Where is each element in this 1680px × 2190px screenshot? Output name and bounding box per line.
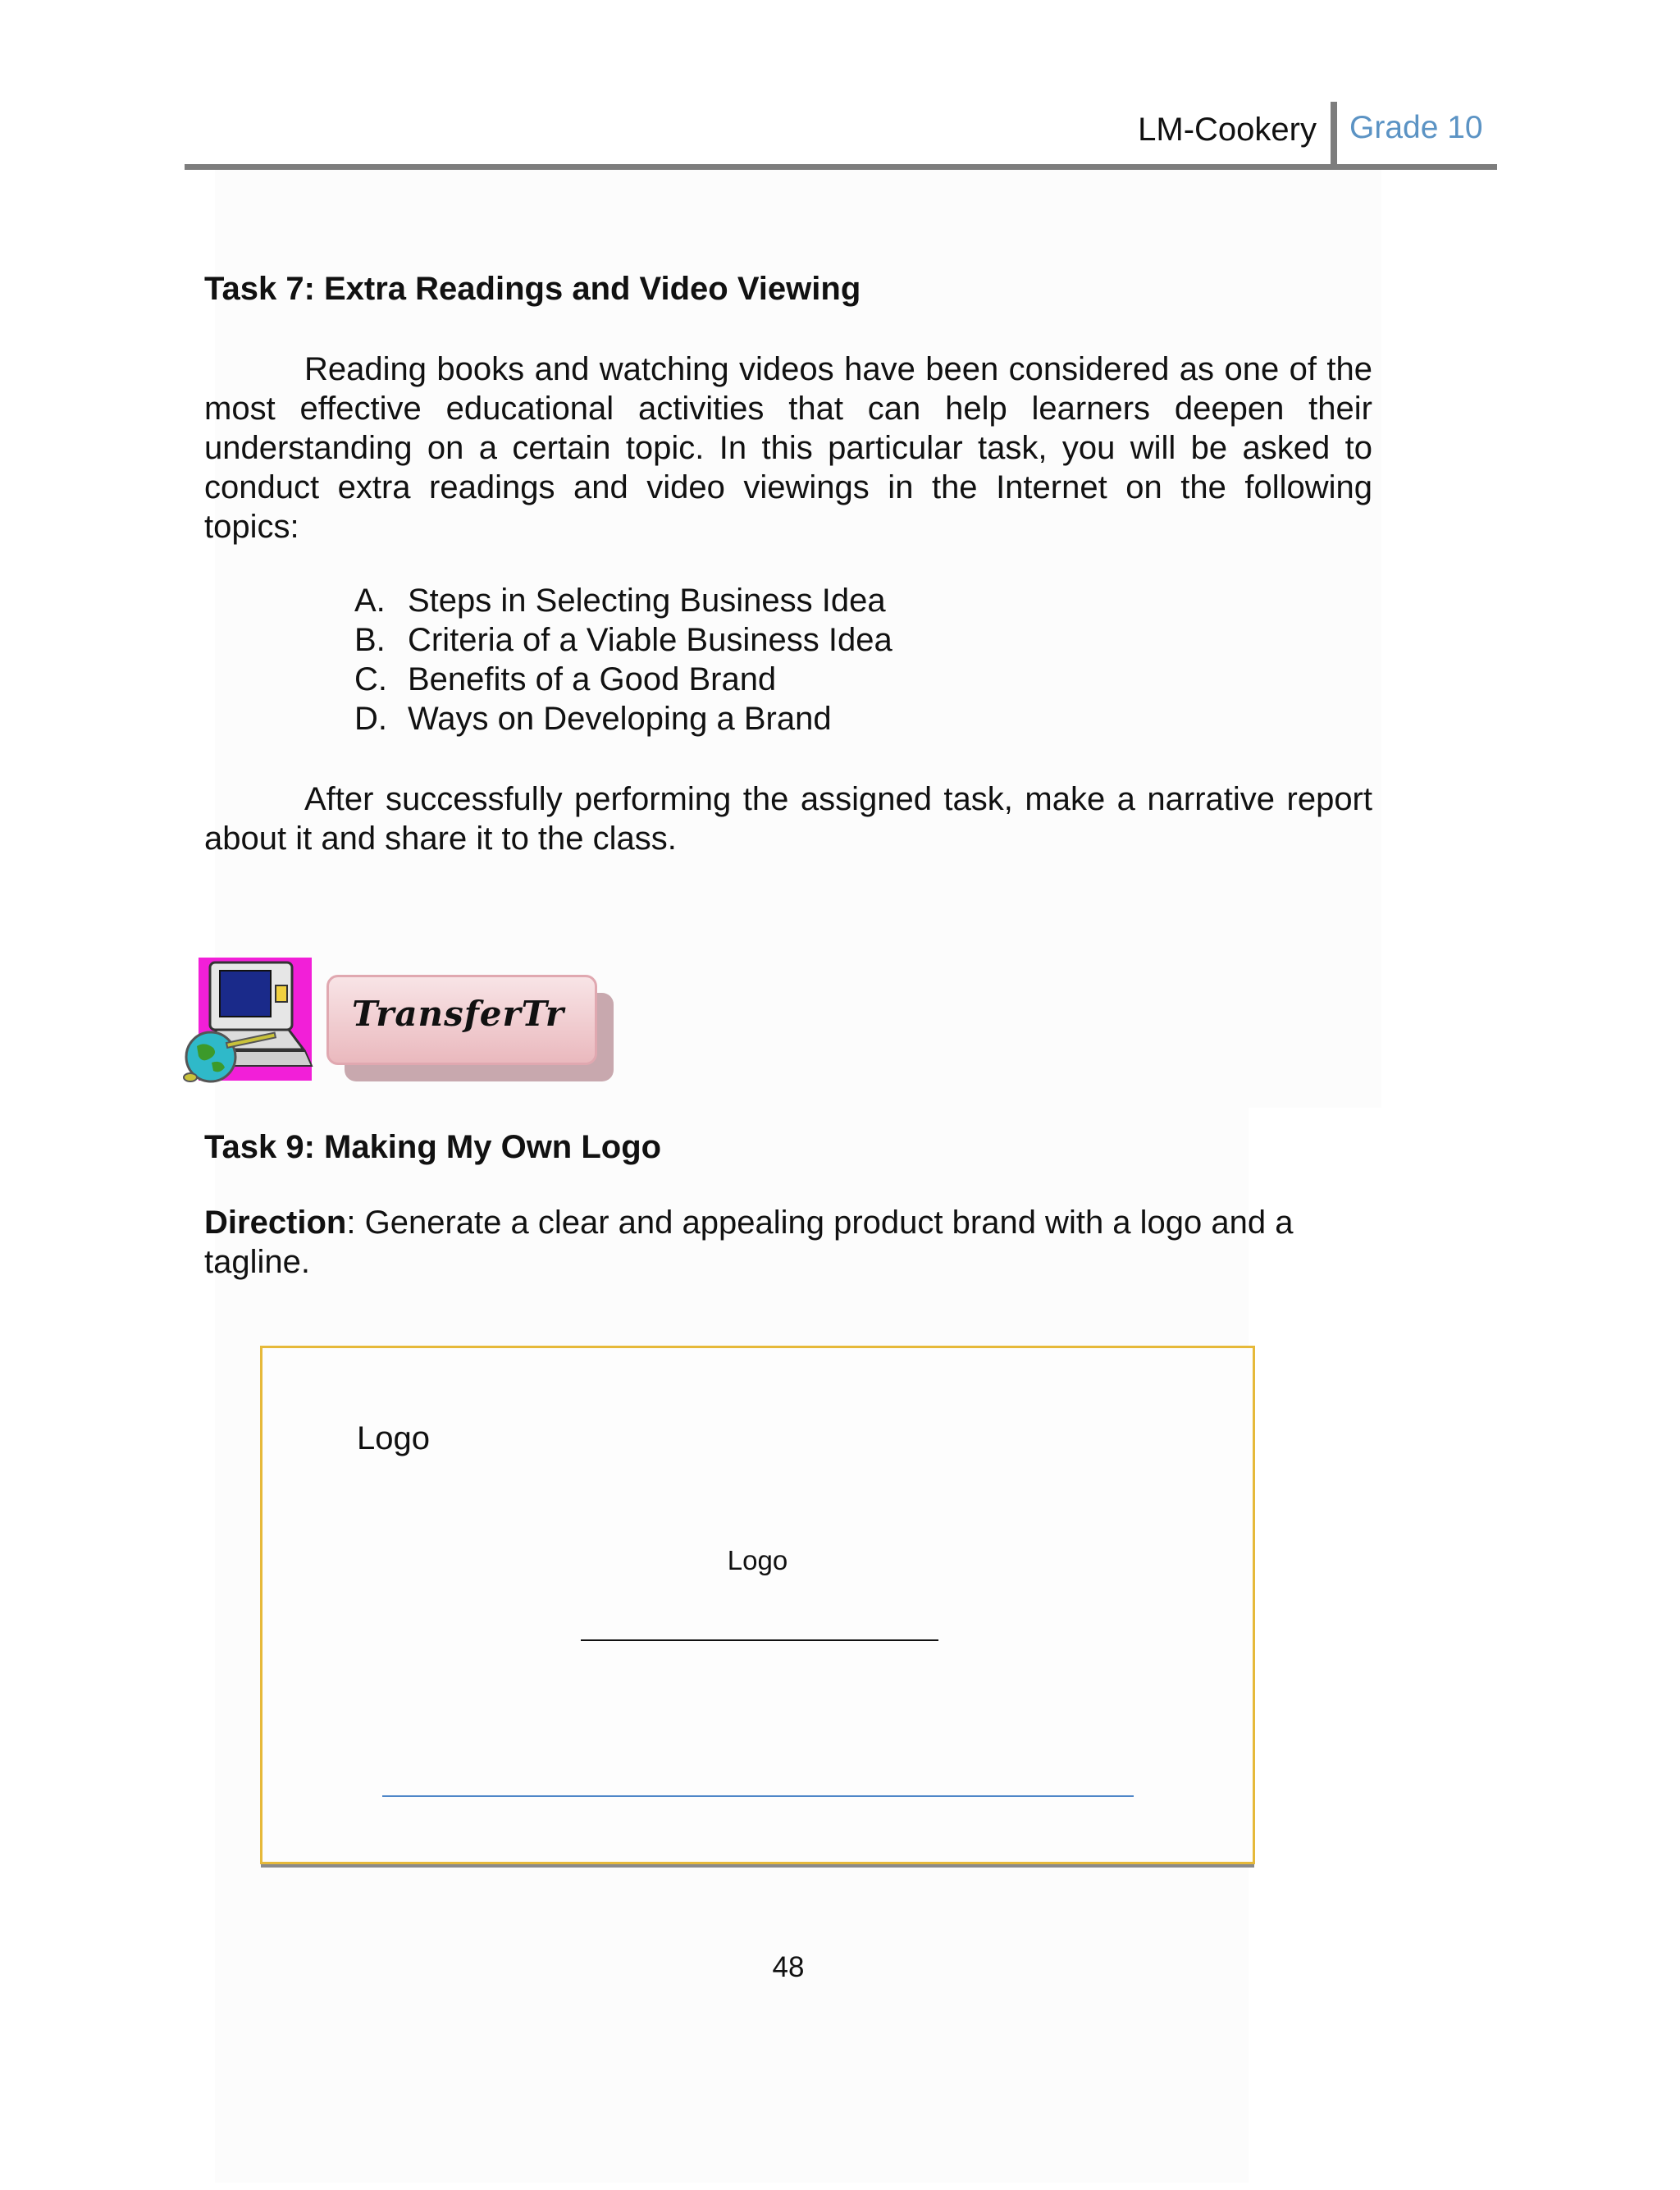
page-header xyxy=(185,97,1497,171)
header-divider xyxy=(1331,102,1337,166)
logo-answer-line xyxy=(581,1639,938,1641)
task7-closing-paragraph xyxy=(204,780,1372,858)
list-item xyxy=(354,660,892,699)
list-item-text: Ways on Developing a Brand xyxy=(408,701,832,737)
topic-list xyxy=(354,581,892,738)
list-item-letter: B. xyxy=(354,622,386,658)
transfer-label-text: TransferTr xyxy=(352,994,564,1034)
task9-direction xyxy=(204,1203,1372,1282)
direction-label: Direction xyxy=(204,1205,347,1241)
logo-box-title: Logo xyxy=(357,1420,430,1456)
list-item-letter: C. xyxy=(354,661,387,697)
list-item xyxy=(354,581,892,620)
tagline-answer-line xyxy=(382,1795,1134,1797)
list-item-letter: A. xyxy=(354,583,386,619)
logo-box xyxy=(260,1346,1255,1864)
list-item-text: Benefits of a Good Brand xyxy=(408,661,777,697)
course-title: LM-Cookery xyxy=(1138,112,1317,148)
list-item-text: Steps in Selecting Business Idea xyxy=(408,583,886,619)
list-item xyxy=(354,620,892,660)
list-item-text: Criteria of a Viable Business Idea xyxy=(408,622,892,658)
grade-label: Grade 10 xyxy=(1349,110,1483,145)
transfer-section-label xyxy=(326,975,597,1065)
task7-intro-text: Reading books and watching videos have been considered as one of the most effective educational activities that can help learners deepen their understanding on a certain topic. In this particular task, you will be asked to conduct extra readings and video viewings in the Internet on the following topics: xyxy=(204,351,1372,545)
computer-globe-icon xyxy=(174,954,313,1086)
task9-heading: Task 9: Making My Own Logo xyxy=(204,1129,662,1165)
task7-heading: Task 7: Extra Readings and Video Viewing xyxy=(204,271,861,307)
logo-placeholder-label: Logo xyxy=(727,1545,788,1575)
page-number: 48 xyxy=(772,1951,805,1983)
list-item xyxy=(354,699,892,738)
task7-closing-text: After successfully performing the assigned task, make a narrative report about it and share it to the class. xyxy=(204,781,1372,857)
task7-intro-paragraph xyxy=(204,350,1372,546)
header-rule xyxy=(185,164,1497,170)
list-item-letter: D. xyxy=(354,701,387,737)
direction-text: : Generate a clear and appealing product brand with a logo and a tagline. xyxy=(204,1205,1294,1280)
